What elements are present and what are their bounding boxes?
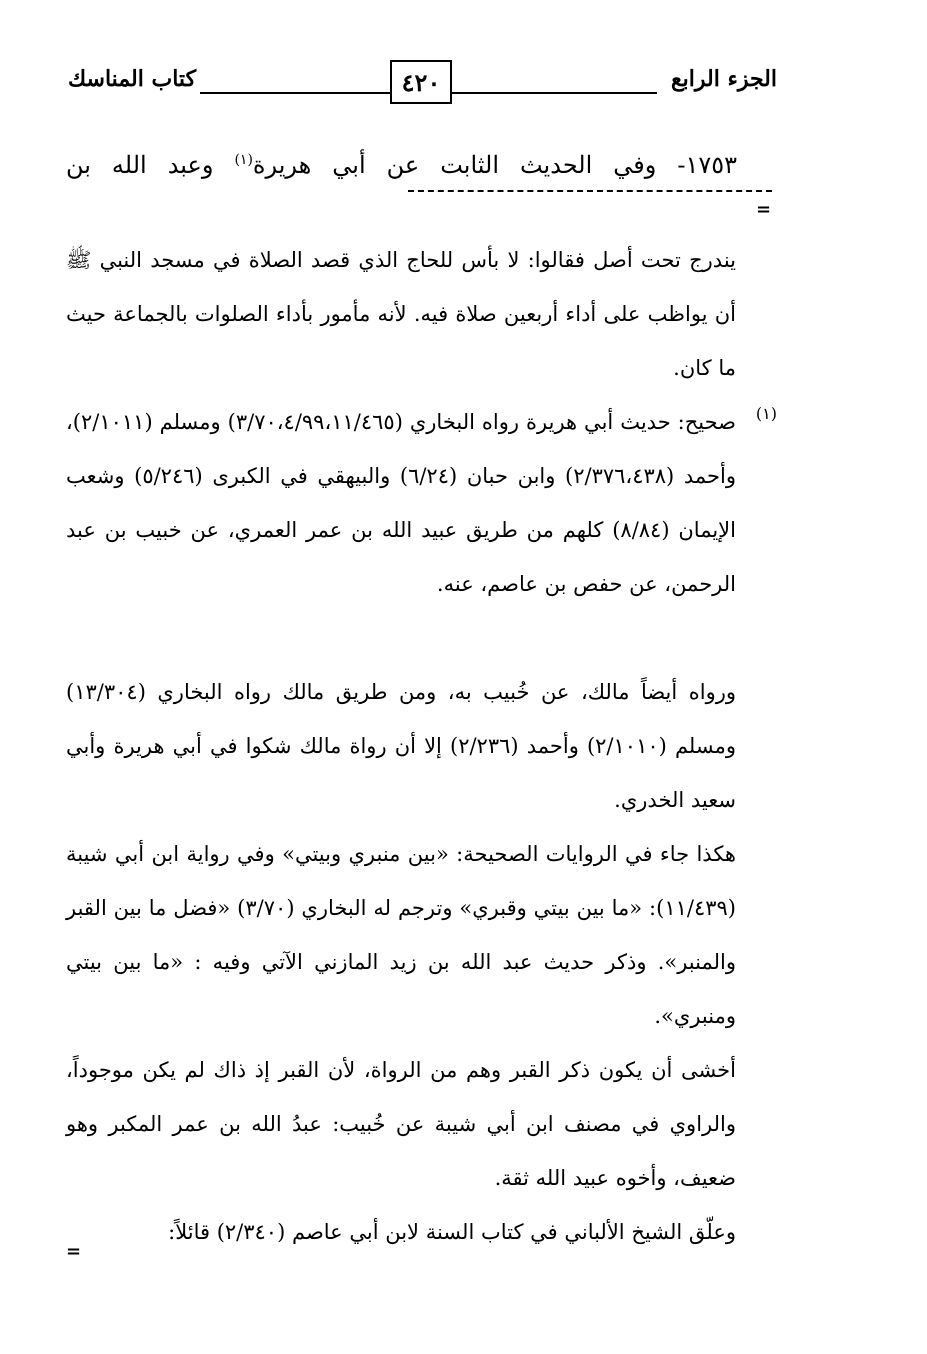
book-title: كتاب المناسك [68,66,197,92]
footnote-paragraph-2: ورواه أيضاً مالك، عن خُبيب به، ومن طريق مالك رواه البخاري (١٣/٣٠٤) ومسلم (٢/١٠١٠) وأحمد (٢/٢٣٦) إلا أن رواة مالك شكوا في أبي هريرة وأبي سعيد الخدري. [66,680,737,812]
continuation-mark-top: = [756,199,772,220]
page-number-box [390,60,452,104]
footnote-paragraph-1: صحيح: حديث أبي هريرة رواه البخاري (٣/٧٠،٤/٩٩،١١/٤٦٥) ومسلم (٢/١٠١١)، وأحمد (٢/٣٧٦،٤٣٨) وابن حبان (٦/٢٤) والبيهقي في الكبرى (٥/٢٤٦) وشعب الإيمان (٨/٨٤) كلهم من طريق عبيد الله بن عمر العمري، عن خبيب بن عبد الرحمن، عن حفص بن عاصم، عنه. [66,410,736,596]
hadith-line [66,138,737,187]
hadith-text-end: وعبد الله بن [66,151,235,179]
footnote-paragraph-4: أخشى أن يكون ذكر القبر وهم من الرواة، لأن القبر إذ ذاك لم يكن موجوداً، والراوي في مصنف ابن أبي شيبة عن خُبيب: عبدُ الله بن عمر المكبر وهو ضعيف، وأخوه عبيد الله ثقة. [66,1058,736,1190]
note-paragraph: يندرج تحت أصل فقالوا: لا بأس للحاج الذي قصد الصلاة في مسجد النبي ﷺ أن يواظب على أداء أربعين صلاة فيه. لأنه مأمور بأداء الصلوات بالجماعة حيث ما كان. [66,248,736,380]
continuation-mark-bottom: = [66,1241,82,1262]
footnote-number: (١) [755,404,777,423]
volume-title: الجزء الرابع [670,66,777,92]
header-rule-left [200,92,390,94]
hadith-text: ١٧٥٣- وفي الحديث الثابت عن أبي هريرة [252,151,737,179]
footnote-paragraph-3: هكذا جاء في الروايات الصحيحة: «بين منبري وبيتي» وفي رواية ابن أبي شيبة (١١/٤٣٩): «ما بين بيتي وقبري» وترجم له البخاري (٣/٧٠) «فضل ما بين القبر والمنبر». وذكر حديث عبد الله بن زيد المازني الآتي وفيه : «ما بين بيتي ومنبري». [66,842,736,1028]
header-rule-right [452,92,657,94]
separator-dashed [408,190,772,192]
footnote-paragraph-5: وعلّق الشيخ الألباني في كتاب السنة لابن أبي عاصم (٢/٣٤٠) قائلاً: [168,1220,736,1244]
page-number: ٤٢٠ [401,67,441,97]
footnote-ref: (١) [234,152,253,168]
